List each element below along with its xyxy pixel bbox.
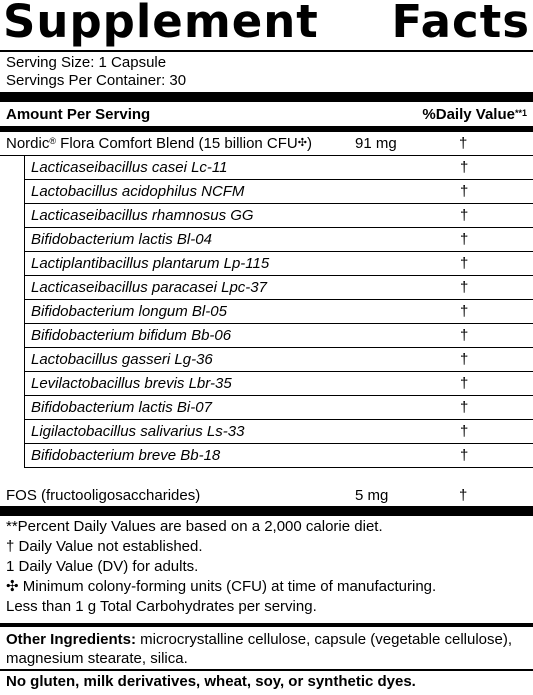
strain-name: Bifidobacterium longum Bl-05 [31, 303, 227, 320]
column-header [6, 106, 527, 124]
strain-dv: † [460, 375, 469, 392]
strain-dv: † [460, 327, 469, 344]
daily-value-header [422, 106, 527, 124]
daily-value-label: %Daily Value [422, 106, 515, 123]
title-word-supplement: Supplement [3, 0, 319, 48]
strain-name: Lacticaseibacillus rhamnosus GG [31, 207, 254, 224]
fos-amount: 5 mg [355, 487, 389, 504]
blend-name-rest: Flora Comfort Blend (15 billion CFU [56, 135, 298, 152]
strain-name: Bifidobacterium lactis Bi-07 [31, 399, 212, 416]
strain-name: Lacticaseibacillus casei Lc-11 [31, 159, 228, 176]
blend-row [0, 132, 533, 156]
other-ingredients-text: microcrystalline cellulose, capsule (vegetable cellulose), magnesium stearate, silica. [6, 631, 513, 667]
fos-dv: † [459, 487, 468, 504]
strain-row [24, 420, 533, 444]
strain-name: Bifidobacterium lactis Bl-04 [31, 231, 212, 248]
strain-row [24, 204, 533, 228]
strain-dv: † [460, 279, 469, 296]
strain-name: Ligilactobacillus salivarius Ls-33 [31, 423, 245, 440]
footnote-dv-adults: 1 Daily Value (DV) for adults. [6, 558, 199, 575]
blend-brand: Nordic [6, 135, 50, 152]
strain-name: Lactobacillus acidophilus NCFM [31, 183, 245, 200]
strain-dv: † [460, 255, 469, 272]
strain-row [24, 228, 533, 252]
strain-name: Lactiplantibacillus plantarum Lp-115 [31, 255, 270, 272]
thick-rule-bottom [0, 506, 533, 516]
title-word-facts: Facts [391, 0, 530, 48]
daily-value-footnote-mark: **1 [514, 108, 527, 118]
strain-name: Levilactobacillus brevis Lbr-35 [31, 375, 232, 392]
strain-name: Bifidobacterium bifidum Bb-06 [31, 327, 232, 344]
strain-dv: † [460, 207, 469, 224]
footnote-dagger: † Daily Value not established. [6, 538, 203, 555]
amount-per-serving-label: Amount Per Serving [6, 106, 151, 123]
footnote-carbohydrates: Less than 1 g Total Carbohydrates per serving. [6, 598, 317, 615]
blend-name-close: ) [306, 135, 312, 152]
strain-row [24, 300, 533, 324]
serving-size: Serving Size: 1 Capsule [6, 54, 167, 71]
strain-dv: † [460, 351, 469, 368]
servings-per-container: Servings Per Container: 30 [6, 72, 187, 89]
blend-dv: † [459, 135, 468, 152]
strain-row [24, 180, 533, 204]
strain-dv: † [460, 159, 469, 176]
strain-dv: † [460, 423, 469, 440]
other-ingredients [6, 630, 530, 668]
strain-row [24, 396, 533, 420]
registered-mark: ® [49, 136, 56, 146]
strain-dv: † [460, 399, 469, 416]
strain-row [24, 252, 533, 276]
strain-row [24, 444, 533, 468]
free-from-statement: No gluten, milk derivatives, wheat, soy, or synthetic dyes. [6, 673, 416, 690]
fos-name: FOS (fructooligosaccharides) [6, 487, 201, 504]
other-ingredients-label: Other Ingredients: [6, 631, 137, 648]
strain-row [24, 276, 533, 300]
strain-name: Lacticaseibacillus paracasei Lpc-37 [31, 279, 267, 296]
strain-dv: † [460, 447, 469, 464]
fos-row [0, 484, 533, 508]
thick-rule-top [0, 92, 533, 102]
title-rule [0, 50, 533, 52]
footnote-cfu: ✣ Minimum colony-forming units (CFU) at time of manufacturing. [6, 578, 437, 595]
strain-row [24, 156, 533, 180]
blend-name [6, 132, 312, 156]
cfu-mark: ✣ [297, 137, 307, 149]
panel-title [3, 0, 530, 50]
blend-amount: 91 mg [355, 135, 397, 152]
strain-dv: † [460, 183, 469, 200]
strain-dv: † [460, 303, 469, 320]
footnote-percent-dv: **Percent Daily Values are based on a 2,000 calorie diet. [6, 518, 383, 535]
rule-free-from [0, 669, 533, 671]
rule-other-ingredients [0, 623, 533, 627]
strain-name: Bifidobacterium breve Bb-18 [31, 447, 221, 464]
strain-dv: † [460, 231, 469, 248]
strain-row [24, 348, 533, 372]
strain-row [24, 324, 533, 348]
strain-name: Lactobacillus gasseri Lg-36 [31, 351, 213, 368]
strain-row [24, 372, 533, 396]
